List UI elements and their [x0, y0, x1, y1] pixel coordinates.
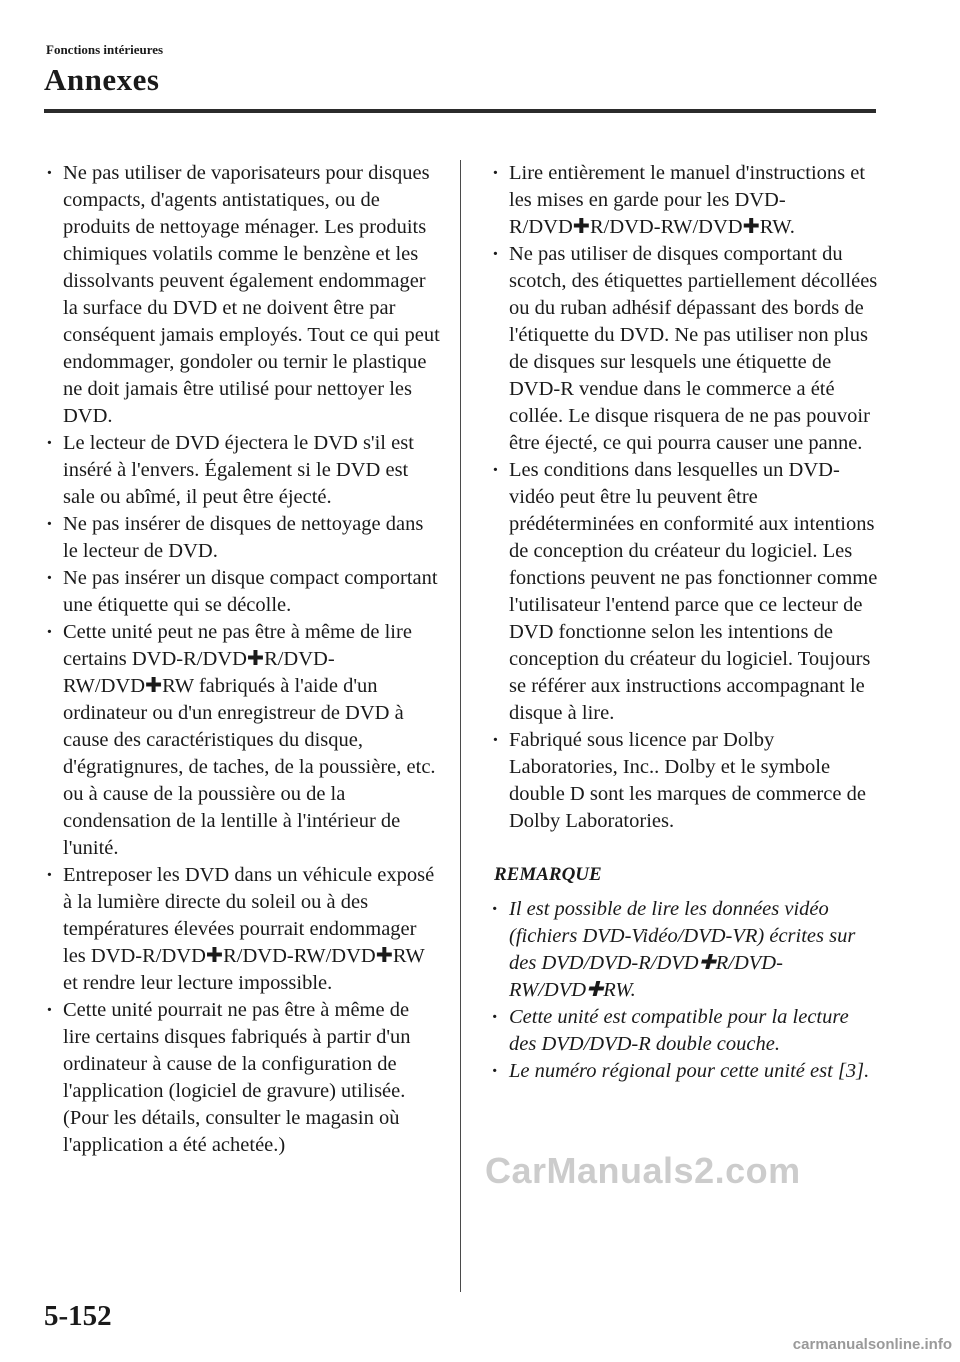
- footer-site-link[interactable]: carmanualsonline.info: [792, 1336, 952, 1353]
- list-item: · Ne pas utiliser de vaporisateurs pour disques compacts, d'agents antistatiques, ou de produits de nettoyage ménager. Les produits chimiques volatils comme le benzène et les dissolvants peuvent également endommager la surface du DVD et ne doivent être par conséquent jamais employés. Tout ce qui peut endommager, gondoler ou ternir le plastique ne doit jamais être utilisé pour nettoyer les DVD.: [44, 160, 440, 430]
- list-item: · Ne pas utiliser de disques comportant du scotch, des étiquettes partiellement décollées ou du ruban adhésif dépassant des bords de l'étiquette du DVD. Ne pas utiliser non plus de disques sur lesquels une étiquette de DVD-R vendue dans le commerce a été collée. Le disque risquera de ne pas pouvoir être éjecté, ce qui pourra causer une panne.: [490, 241, 880, 457]
- list-item: · Ne pas insérer un disque compact comportant une étiquette qui se décolle.: [44, 565, 440, 619]
- note-item: · Cette unité est compatible pour la lecture des DVD/DVD-R double couche.: [490, 1004, 880, 1058]
- left-bullet-list: [44, 160, 440, 1159]
- watermark: CarManuals2.com: [485, 1150, 801, 1191]
- note-item: · Il est possible de lire les données vidéo (fichiers DVD-Vidéo/DVD-VR) écrites sur des DVD/DVD-R/DVD✚R/DVD-RW/DVD✚RW.: [490, 896, 880, 1004]
- list-item: · Fabriqué sous licence par Dolby Laboratories, Inc.. Dolby et le symbole double D sont les marques de commerce de Dolby Laboratories.: [490, 727, 880, 835]
- header-divider: [44, 109, 876, 113]
- right-bullet-list: [490, 160, 880, 835]
- left-column: [44, 160, 440, 1159]
- list-item: · Entreposer les DVD dans un véhicule exposé à la lumière directe du soleil ou à des températures élevées pourrait endommager les DVD-R/DVD✚R/DVD-RW/DVD✚RW et rendre leur lecture impossible.: [44, 862, 440, 997]
- list-item: · Les conditions dans lesquelles un DVD-vidéo peut être lu peuvent être prédéterminées en conformité aux intentions de conception du créateur du logiciel. Les fonctions peuvent ne pas fonctionner comme l'utilisateur l'entend parce que ce lecteur de DVD fonctionne selon les intentions de conception du créateur du logiciel. Toujours se référer aux instructions accompagnant le disque à lire.: [490, 457, 880, 727]
- list-item: · Cette unité pourrait ne pas être à même de lire certains disques fabriqués à partir d'un ordinateur à cause de la configuration de l'application (logiciel de gravure) utilisée. (Pour les détails, consulter le magasin où l'application a été achetée.): [44, 997, 440, 1159]
- list-item: · Cette unité peut ne pas être à même de lire certains DVD-R/DVD✚R/DVD-RW/DVD✚RW fabriqués à l'aide d'un ordinateur ou d'un enregistreur de DVD à cause des caractéristiques du disque, d'égratignures, de taches, de la poussière, etc. ou à cause de la poussière ou de la condensation de la lentille à l'intérieur de l'unité.: [44, 619, 440, 862]
- section-label: Fonctions intérieures: [46, 42, 164, 57]
- list-item: · Le lecteur de DVD éjectera le DVD s'il est inséré à l'envers. Également si le DVD est sale ou abîmé, il peut être éjecté.: [44, 430, 440, 511]
- right-column: [490, 160, 880, 1085]
- page-title: Annexes: [44, 62, 160, 97]
- note-list: [490, 896, 880, 1085]
- note-heading: REMARQUE: [494, 864, 602, 885]
- page-number: 5-152: [44, 1300, 112, 1332]
- list-item: · Ne pas insérer de disques de nettoyage dans le lecteur de DVD.: [44, 511, 440, 565]
- list-item: · Lire entièrement le manuel d'instructions et les mises en garde pour les DVD-R/DVD✚R/DVD-RW/DVD✚RW.: [490, 160, 880, 241]
- note-item: · Le numéro régional pour cette unité est [3].: [490, 1058, 880, 1085]
- column-divider: [460, 160, 461, 1292]
